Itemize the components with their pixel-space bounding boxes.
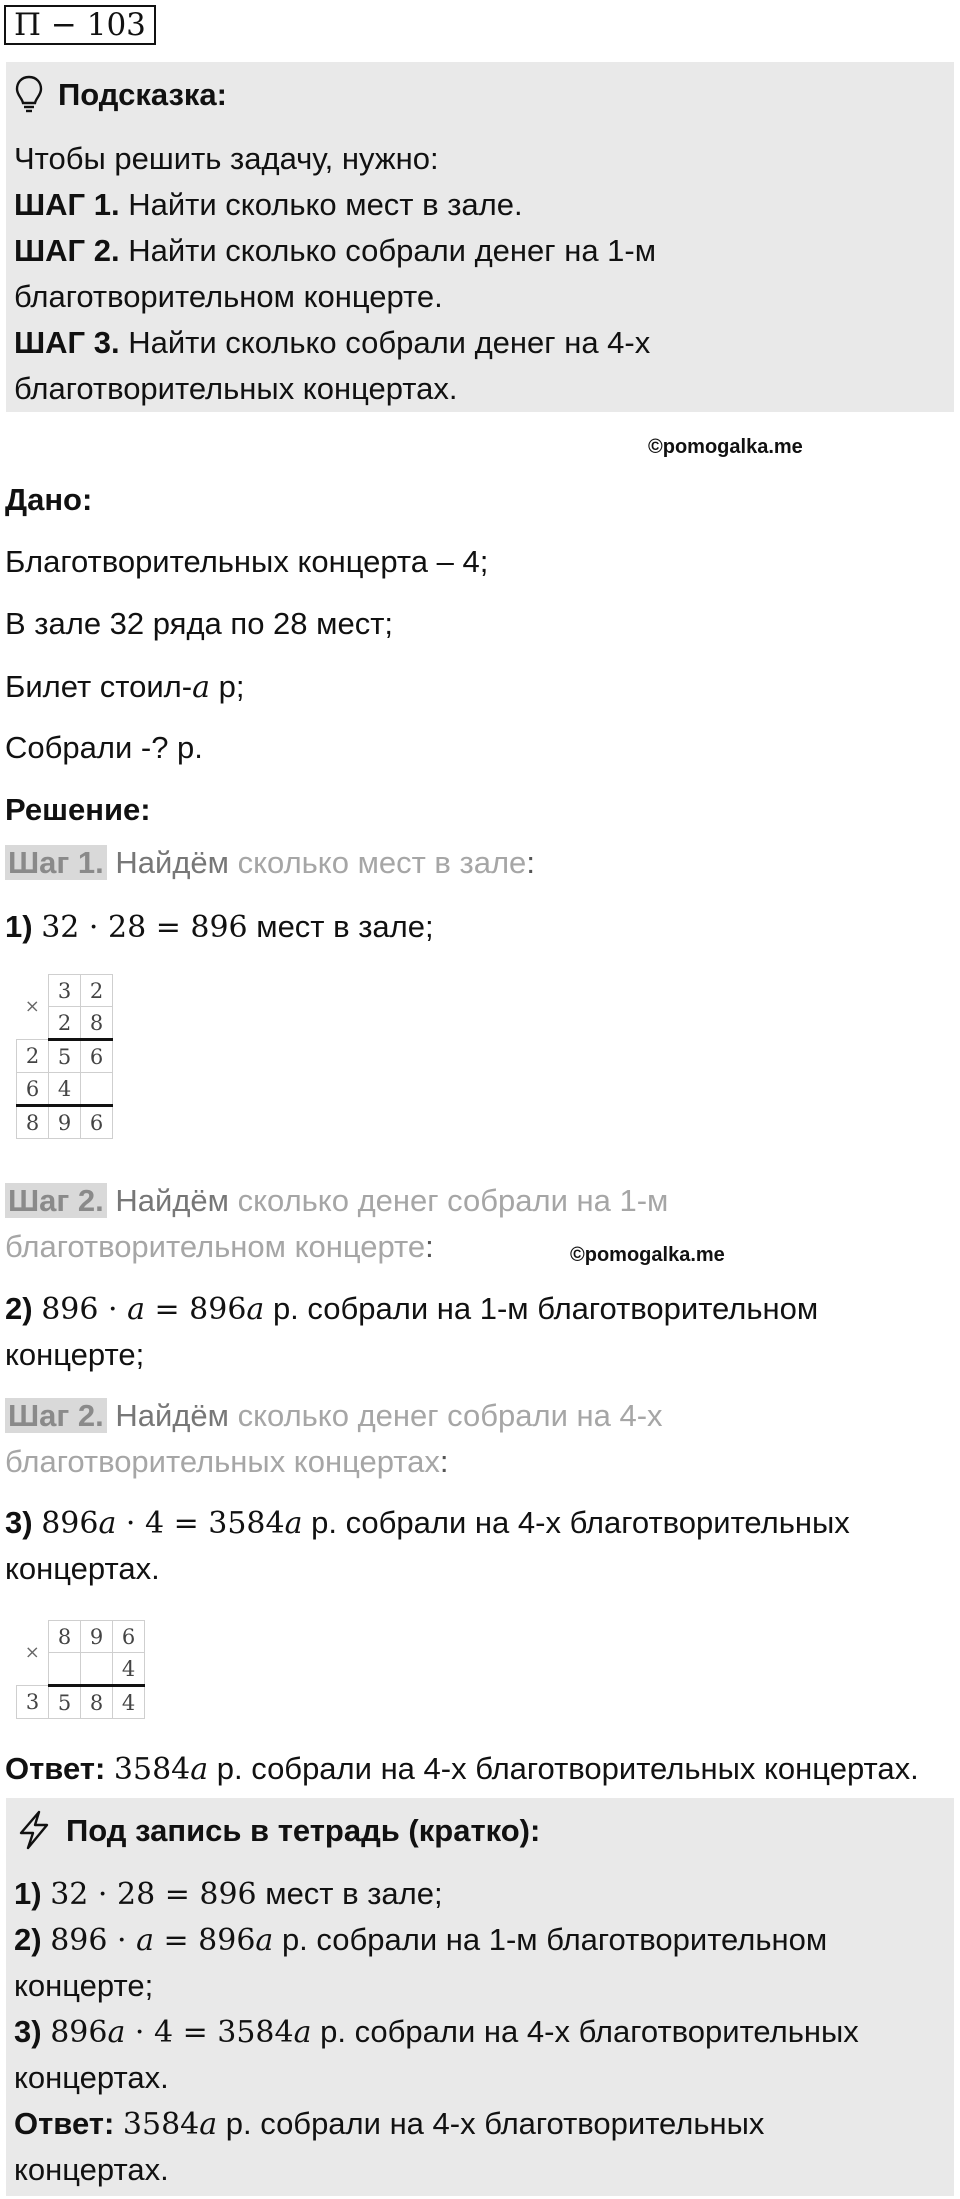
calc-cell: 3 <box>49 975 81 1007</box>
equation-2-cont: концерте; <box>5 1337 145 1372</box>
equation-number: 3) <box>5 1505 33 1540</box>
given-line-ticket <box>5 664 244 711</box>
equation-number: 1) <box>14 1876 42 1911</box>
hint-step-label: ШАГ 2. <box>14 233 120 268</box>
equation-1 <box>5 904 434 951</box>
watermark: ©pomogalka.me <box>648 436 803 458</box>
lightning-icon <box>16 1810 52 1850</box>
answer-text: р. собрали на 4-х благотворительных концертах. <box>208 1751 919 1786</box>
step-text: сколько денег собрали на 4-х <box>228 1398 663 1433</box>
hint-step-text: Найти сколько собрали денег на 4-х <box>119 325 651 360</box>
short-equation-2-cont: концерте; <box>14 1968 154 2003</box>
step-colon: : <box>425 1229 434 1264</box>
calc-cell: 8 <box>81 1686 113 1719</box>
calc-row <box>17 1686 145 1719</box>
calc-row <box>17 1106 113 1139</box>
step-word: Найдём <box>106 1183 229 1218</box>
given-line-seats: В зале 32 ряда по 28 мест; <box>5 606 393 641</box>
equation-math: 32 · 28 = 896 <box>41 910 248 945</box>
equation-text: р. собрали на 4-х благотворительных <box>302 1505 850 1540</box>
calc-row <box>17 1073 113 1106</box>
short-equation-2 <box>14 1917 827 1964</box>
answer-math: 3584𝑎 <box>122 2107 218 2142</box>
calc-row <box>17 1621 145 1653</box>
calc-cell: 4 <box>113 1686 145 1719</box>
watermark: ©pomogalka.me <box>570 1244 725 1266</box>
calc-cell: 6 <box>113 1621 145 1653</box>
step-colon: : <box>439 1444 449 1479</box>
calc-cell: 8 <box>49 1621 81 1653</box>
calc-cell: 6 <box>17 1073 49 1106</box>
equation-math: 896 · 𝑎 = 896𝑎 <box>41 1292 265 1327</box>
calc-cell <box>81 1653 113 1686</box>
equation-3-cont: концертах. <box>5 1551 160 1586</box>
equation-text: мест в зале; <box>247 909 434 944</box>
calc-cell: 2 <box>49 1007 81 1040</box>
step-label: Шаг 2. <box>5 1183 107 1218</box>
hint-step-1 <box>14 182 523 228</box>
given-ticket-text: Билет стоил- <box>5 669 193 704</box>
hint-step-2 <box>14 228 656 274</box>
multiplication-table-1 <box>16 974 113 1139</box>
calc-row <box>17 975 113 1007</box>
calc-cell: 9 <box>49 1106 81 1139</box>
step-2-heading <box>5 1178 668 1224</box>
step-text: благотворительном концерте <box>5 1229 426 1264</box>
problem-number: П − 103 <box>14 7 146 43</box>
equation-text: р. собрали на 1-м благотворительном <box>264 1291 819 1326</box>
hint-step-3 <box>14 320 650 366</box>
equation-number: 2) <box>14 1922 42 1957</box>
calc-cell: 5 <box>49 1686 81 1719</box>
multiply-sign: × <box>24 1642 40 1664</box>
equation-text: мест в зале; <box>256 1876 443 1911</box>
short-answer-cont: концертах. <box>14 2152 169 2187</box>
calc-cell <box>49 1653 81 1686</box>
calc-cell: 3 <box>17 1686 49 1719</box>
step-colon: : <box>526 845 535 880</box>
hint-step-text: Найти сколько собрали денег на 1-м <box>119 233 657 268</box>
given-ticket-unit: р; <box>209 669 245 704</box>
equation-2 <box>5 1286 818 1333</box>
answer-label: Ответ: <box>5 1751 106 1786</box>
short-answer <box>14 2101 764 2148</box>
step-word: Найдём <box>106 1398 229 1433</box>
step-3-heading <box>5 1393 663 1439</box>
step-2-heading-cont <box>5 1224 434 1270</box>
step-word: Найдём <box>106 845 229 880</box>
solution-title: Решение: <box>5 792 151 827</box>
calc-cell: 8 <box>81 1007 113 1040</box>
calc-cell: 8 <box>17 1106 49 1139</box>
step-text: сколько мест в зале <box>228 845 527 880</box>
hint-step-label: ШАГ 1. <box>14 187 120 222</box>
short-notes-title: Под запись в тетрадь (кратко): <box>66 1813 541 1848</box>
equation-math: 32 · 28 = 896 <box>50 1877 257 1912</box>
lightbulb-icon <box>14 74 44 114</box>
step-text: благотворительных концертах <box>5 1444 440 1479</box>
answer-line <box>5 1746 919 1793</box>
equation-text: р. собрали на 1-м благотворительном <box>273 1922 828 1957</box>
problem-number-badge <box>4 5 156 45</box>
given-line-collected: Собрали -? р. <box>5 730 203 765</box>
calc-cell: 6 <box>81 1040 113 1073</box>
hint-step-2-cont: благотворительном концерте. <box>14 279 443 314</box>
hint-step-label: ШАГ 3. <box>14 325 120 360</box>
step-text: сколько денег собрали на 1-м <box>228 1183 669 1218</box>
equation-number: 3) <box>14 2014 42 2049</box>
answer-math: 3584𝑎 <box>113 1752 209 1787</box>
calc-cell: 2 <box>81 975 113 1007</box>
hint-title: Подсказка: <box>58 77 227 112</box>
equation-3 <box>5 1500 850 1547</box>
step-1-heading <box>5 840 535 886</box>
equation-number: 2) <box>5 1291 33 1326</box>
calc-cell: 4 <box>49 1073 81 1106</box>
calc-row <box>17 1040 113 1073</box>
calc-cell: 5 <box>49 1040 81 1073</box>
hint-step-3-cont: благотворительных концертах. <box>14 371 458 406</box>
short-equation-3-cont: концертах. <box>14 2060 169 2095</box>
step-label: Шаг 1. <box>5 845 107 880</box>
short-equation-3 <box>14 2009 859 2056</box>
given-ticket-variable: a <box>192 670 210 705</box>
multiplication-table-2 <box>16 1620 145 1719</box>
equation-text: р. собрали на 4-х благотворительных <box>311 2014 859 2049</box>
calc-cell: 4 <box>113 1653 145 1686</box>
hint-intro: Чтобы решить задачу, нужно: <box>14 141 439 176</box>
answer-label: Ответ: <box>14 2106 115 2141</box>
equation-math: 896 · 𝑎 = 896𝑎 <box>50 1923 274 1958</box>
calc-cell: 9 <box>81 1621 113 1653</box>
step-label: Шаг 2. <box>5 1398 107 1433</box>
short-equation-1 <box>14 1871 443 1918</box>
given-line-concerts: Благотворительных концерта – 4; <box>5 544 489 579</box>
step-3-heading-cont <box>5 1439 449 1485</box>
calc-cell: 2 <box>17 1040 49 1073</box>
calc-cell: 6 <box>81 1106 113 1139</box>
hint-step-text: Найти сколько мест в зале. <box>119 187 523 222</box>
calc-cell <box>81 1073 113 1106</box>
equation-math: 896𝑎 · 4 = 3584𝑎 <box>41 1506 303 1541</box>
answer-text: р. собрали на 4-х благотворительных <box>217 2106 765 2141</box>
given-title: Дано: <box>5 482 93 517</box>
equation-number: 1) <box>5 909 33 944</box>
equation-math: 896𝑎 · 4 = 3584𝑎 <box>50 2015 312 2050</box>
multiply-sign: × <box>24 996 40 1018</box>
